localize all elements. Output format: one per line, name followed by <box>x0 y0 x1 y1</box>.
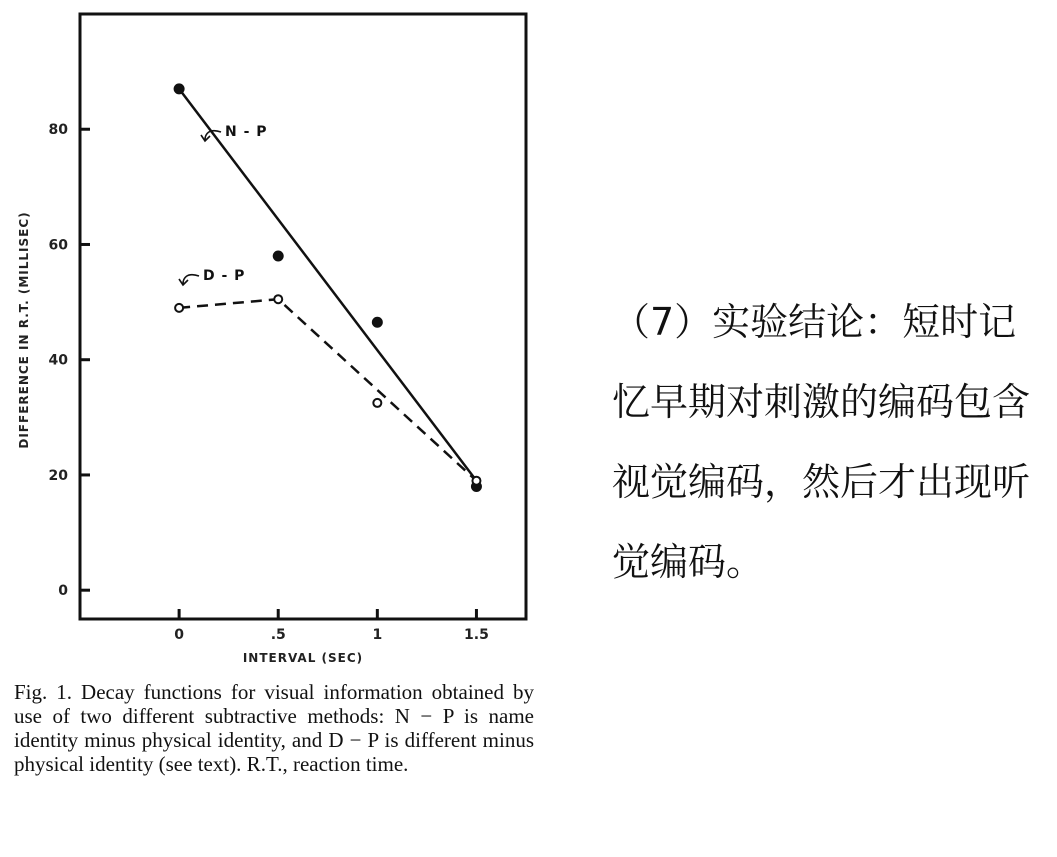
data-point-n-p <box>174 84 184 94</box>
chart-svg <box>0 0 560 680</box>
figure-caption: Fig. 1. Decay functions for visual information obtained by use of two different subtractive methods: N − P is name identity minus physical identity, and D − P is different minus physical identity (see text). R.T., reaction time. <box>14 680 534 776</box>
data-point-d-p <box>373 399 381 407</box>
y-tick-label: 80 <box>48 122 68 139</box>
data-point-n-p <box>273 251 283 261</box>
data-point-d-p <box>274 295 282 303</box>
series-label-d-p: D - P <box>203 268 246 284</box>
y-tick-label: 40 <box>48 352 68 369</box>
series-line-d-p <box>179 299 476 481</box>
chart-figure <box>0 0 560 680</box>
y-axis-title: DIFFERENCE IN R.T. (MILLISEC) <box>17 211 31 449</box>
y-tick-label: 20 <box>48 467 68 484</box>
x-tick-label: .5 <box>270 627 286 643</box>
x-tick-label: 1 <box>372 627 383 643</box>
x-tick-label: 0 <box>174 627 184 643</box>
series-label-n-p: N - P <box>225 124 268 140</box>
data-point-n-p <box>372 317 382 327</box>
data-point-d-p <box>175 304 183 312</box>
x-axis-title: INTERVAL (SEC) <box>242 651 364 665</box>
plot-frame <box>80 14 526 619</box>
y-tick-label: 0 <box>58 583 68 600</box>
x-tick-label: 1.5 <box>464 627 489 643</box>
data-point-d-p <box>472 477 480 485</box>
conclusion-text: （7）实验结论：短时记忆早期对刺激的编码包含视觉编码，然后才出现听觉编码。 <box>612 300 1031 584</box>
series-line-n-p <box>179 89 476 481</box>
y-tick-label: 60 <box>48 237 68 254</box>
